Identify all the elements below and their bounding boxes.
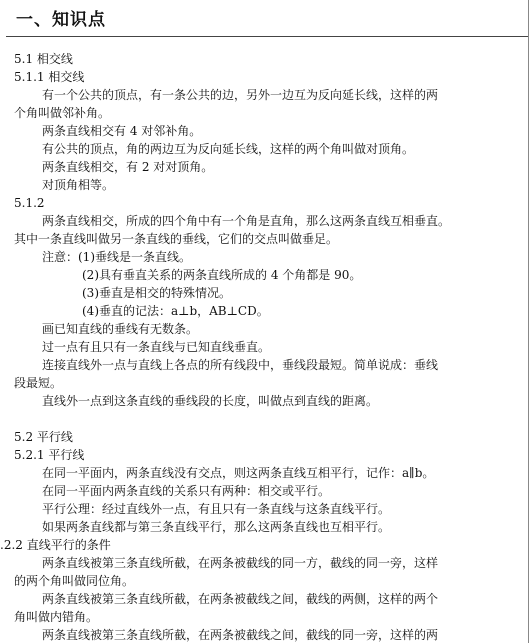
subsection-title: 5.2.1 平行线	[14, 448, 85, 462]
note-line: (2)具有垂直关系的两条直线所成的 4 个角都是 90。	[82, 268, 362, 282]
section-title: 5.2 平行线	[14, 430, 73, 444]
paragraph-line: 两条直线被第三条直线所截，在两条被截线的同一方，截线的同一旁，这样	[42, 556, 439, 570]
paragraph-line: 角叫做内错角。	[14, 610, 99, 624]
paragraph-line: 段最短。	[14, 376, 63, 390]
paragraph-line: 画已知直线的垂线有无数条。	[42, 322, 199, 336]
paragraph-line: 两条直线相交有 4 对邻补角。	[42, 124, 202, 138]
paragraph-line: 两条直线被第三条直线所截，在两条被截线之间，截线的两侧，这样的两个	[42, 592, 439, 606]
note-line: (4)垂直的记法：a⊥b，AB⊥CD。	[82, 304, 269, 318]
paragraph-line: 对顶角相等。	[42, 178, 115, 192]
note-line: (3)垂直是相交的特殊情况。	[82, 286, 231, 300]
subsection-title: 5.1.1 相交线	[14, 70, 85, 84]
paragraph-line: 的两个角叫做同位角。	[14, 574, 135, 588]
paragraph-line: 平行公理：经过直线外一点，有且只有一条直线与这条直线平行。	[42, 502, 391, 516]
paragraph-line: 两条直线相交，有 2 对对顶角。	[42, 160, 214, 174]
subsection-title: 5.1.2	[14, 196, 45, 210]
section-heading: 一、知识点	[16, 10, 106, 30]
paragraph-line: 如果两条直线都与第三条直线平行，那么这两条直线也互相平行。	[42, 520, 391, 534]
paragraph-line: 过一点有且只有一条直线与已知直线垂直。	[42, 340, 271, 354]
paragraph-line: 个角叫做邻补角。	[14, 106, 111, 120]
paragraph-line: 有公共的顶点，角的两边互为反向延长线，这样的两个角叫做对顶角。	[42, 142, 415, 156]
paragraph-line: 两条直线被第三条直线所截，在两条被截线之间，截线的同一旁，这样的两	[42, 628, 439, 642]
heading-divider	[6, 36, 528, 37]
subsection-title: .2.2 直线平行的条件	[0, 538, 111, 552]
paragraph-line: 在同一平面内，两条直线没有交点，则这两条直线互相平行，记作：a∥b。	[42, 466, 435, 480]
note-line: 注意：(1)垂线是一条直线。	[42, 250, 191, 264]
paragraph-line: 有一个公共的顶点，有一条公共的边，另外一边互为反向延长线，这样的两	[42, 88, 439, 102]
paragraph-line: 在同一平面内两条直线的关系只有两种：相交或平行。	[42, 484, 331, 498]
page-border	[528, 0, 529, 643]
paragraph-line: 两条直线相交，所成的四个角中有一个角是直角，那么这两条直线互相垂直。	[42, 214, 451, 228]
paragraph-line: 直线外一点到这条直线的垂线段的长度，叫做点到直线的距离。	[42, 394, 379, 408]
paragraph-line: 连接直线外一点与直线上各点的所有线段中，垂线段最短。简单说成：垂线	[42, 358, 439, 372]
paragraph-line: 其中一条直线叫做另一条直线的垂线，它们的交点叫做垂足。	[14, 232, 339, 246]
section-title: 5.1 相交线	[14, 52, 73, 66]
